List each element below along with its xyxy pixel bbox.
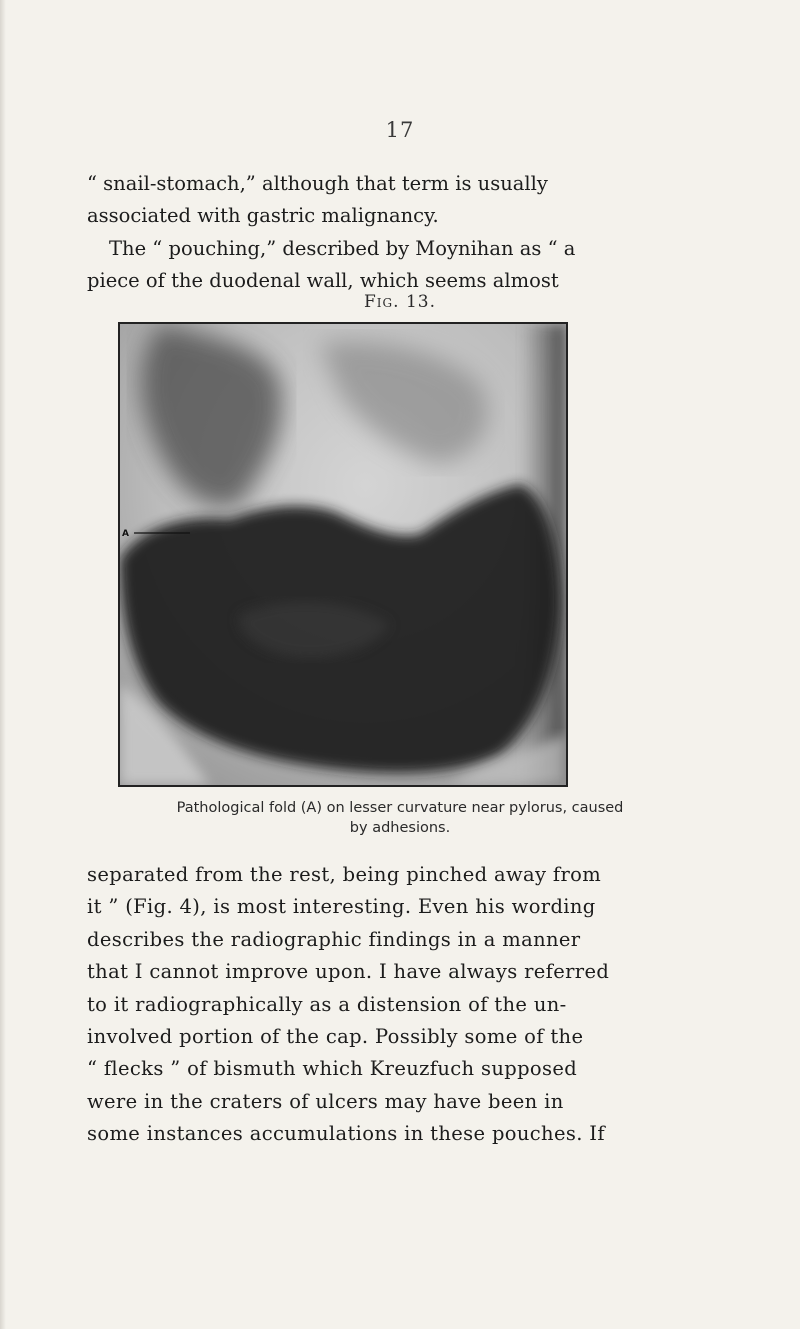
text-line: separated from the rest, being pinched away from — [87, 863, 602, 886]
page-edge-shadow — [0, 0, 6, 1329]
text-line: it ” (Fig. 4), is most interesting. Even his wording — [87, 895, 596, 919]
radiograph-image — [120, 324, 566, 785]
figure-caption — [100, 798, 700, 838]
page-number: 17 — [385, 118, 415, 142]
caption-line: Pathological fold (A) on lesser curvature near pylorus, caused — [176, 800, 624, 816]
text-line: that I cannot improve upon. I have always referred — [87, 960, 610, 984]
text-line: involved portion of the cap. Possibly some of the — [87, 1025, 584, 1049]
text-line: associated with gastric malignancy. — [87, 204, 439, 228]
text-line: describes the radiographic findings in a manner — [87, 927, 581, 951]
fold-marker-label: A — [122, 529, 129, 539]
text-line: some instances accumulations in these pouches. If — [87, 1122, 605, 1146]
text-line: “ snail-stomach,” although that term is usually — [87, 172, 548, 195]
text-line: “ flecks ” of bismuth which Kreuzfuch supposed — [87, 1057, 578, 1081]
bottom-paragraph — [87, 859, 707, 1151]
radiograph-plate — [118, 322, 568, 787]
caption-line: by adhesions. — [349, 820, 451, 836]
text-line: to it radiographically as a distension of the un- — [87, 992, 567, 1016]
text-line: were in the craters of ulcers may have been in — [87, 1089, 564, 1113]
top-paragraph — [87, 168, 707, 298]
figure-label: Fig. 13. — [364, 292, 436, 312]
text-line: The “ pouching,” described by Moynihan as “ a — [109, 236, 576, 260]
text-line: piece of the duodenal wall, which seems almost — [87, 269, 559, 293]
